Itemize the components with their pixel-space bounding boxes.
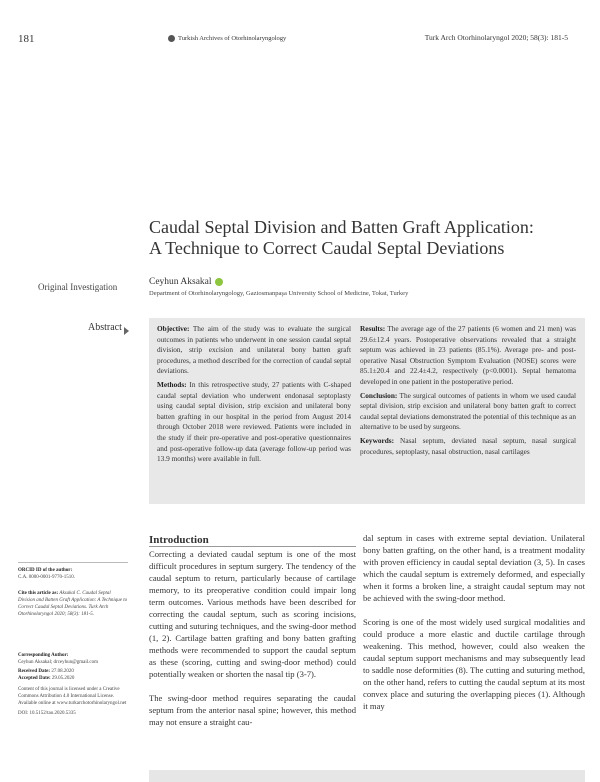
intro-paragraph-1: Correcting a deviated caudal septum is one of the most difficult procedures in septum surgery. The tendency of the caudal septum to return, particularly because of cartilage memory, to its preoperative condition could impair long term outcomes. Various methods have been described for correcting the caudal septum, such as scoring incisions, cutting and suturing techniques, and the swing-door method (1, 2). Cartilage batten grafting and bony batten grafting methods were recommended to support the caudal septum as these (scoring, cutting and swing-door method) could potentially weaken or shorten the nasal tip (3-7). <box>149 549 356 679</box>
section-divider <box>149 546 356 547</box>
abstract-objective: Objective: The aim of the study was to evaluate the surgical outcomes in patients who underwent in one session caudal septal division, strip excision and unilateral bony batten graft procedures, a method described for the correction of caudal septal deviations. <box>157 324 351 376</box>
footer-bar <box>149 770 585 782</box>
abstract-keywords: Keywords: Nasal septum, deviated nasal septum, nasal surgical procedures, septoplasty, nasal obstruction, nasal cartilages <box>360 435 576 456</box>
body-column-left <box>149 548 356 740</box>
abstract-label: Abstract <box>88 322 122 333</box>
journal-header <box>168 35 286 42</box>
license-note: Content of this journal is licensed under a Creative Commons Attribution 4.0 International License. Available online at www.turkarchotorhinolaryngol.net <box>18 687 127 706</box>
abstract-column-right <box>360 324 576 460</box>
intro-paragraph-3: dal septum in cases with extreme septal deviation. Unilateral bony batten grafting, on the other hand, is a treatment modality with proven efficiency in caudal septal deviation (3, 5). In cases which the caudal septum is extremely deformed, and especially when it forms a broken line, a straight caudal septum may not be achieved with the swing-door method. <box>363 533 585 603</box>
author-affiliation: Department of Otorhinolaryngology, Gaziosmanpaşa University School of Medicine, Tokat, Turkey <box>149 290 409 297</box>
abstract-conclusion: Conclusion: The surgical outcomes of patients in whom we used caudal septal division, strip excision and unilateral bony batten graft to correct caudal septal deviations demonstrated the potential of this technique as an alternative to be used by surgeons. <box>360 390 577 432</box>
article-type: Original Investigation <box>38 282 118 292</box>
sidebar-divider <box>18 562 128 563</box>
abstract-results: Results: The average age of the 27 patients (6 women and 21 men) was 29.6±12.4 years. Postoperative observations revealed that a straight septum was achieved in 23 patients (85.1%). Average pre- and post-operative Nasal Obstruction Symptom Evaluation (NOSE) scores were 85.1±20.4 and 22.4±4.2, respectively (p<0.0001). Septal hematoma developed in one patient in the postoperative period. <box>360 324 576 386</box>
cite-block: Cite this article as: Aksakal C. Caudal Septal Division and Batten Graft Application: A Technique to Correct Caudal Septal Deviations. Turk Arch Otorhinolaryngol 2020; 58(3): 181-5. <box>18 591 128 617</box>
abstract-methods: Methods: In this retrospective study, 27 patients with C-shaped caudal septal deviation who underwent endonasal septoplasty using caudal septal division, strip excision and unilateral bony batten grafting in our hospital in the period from August 2014 through October 2018 were reviewed. Patients were included in the study if their pre-operative and post-operative questionnaires and post-operative follow-up data (average follow-up period was 13.9 months) were available in full. <box>157 379 352 464</box>
journal-citation: Turk Arch Otorhinolaryngol 2020; 58(3): 181-5 <box>424 33 568 42</box>
page-number: 181 <box>18 33 35 45</box>
triangle-marker-icon <box>124 327 129 335</box>
doi[interactable]: DOI: 10.5152/tao.2020.5335 <box>18 711 76 716</box>
section-heading: Introduction <box>149 534 209 546</box>
journal-name: Turkish Archives of Otorhinolaryngology <box>178 35 287 42</box>
orcid-block: ORCID ID of the author: C.A. 0000-0001-9770-1510. <box>18 568 75 580</box>
body-column-right <box>363 532 585 724</box>
abstract-column-left <box>157 324 351 468</box>
orcid-icon[interactable] <box>215 278 223 286</box>
intro-paragraph-2: The swing-door method requires separating the caudal septum from the anterior nasal spine; however, this method may not ensure a straight cau- <box>149 693 356 727</box>
author-name: Ceyhun Aksakal <box>149 277 212 287</box>
received-date: Received Date: 27.08.2020 <box>18 669 74 674</box>
intro-paragraph-4: Scoring is one of the most widely used surgical modalities and could produce a more elastic and ductile cartilage through weakening. This method, however, could also weaken the caudal septum support mechanisms and may subsequently lead to saddle nose deformities (8). The cutting and suturing method, on the other hand, refers to cutting the caudal septum at its most convex place and suturing the overlapping pieces (1). Although it may <box>363 617 585 711</box>
journal-logo-icon <box>168 35 175 42</box>
title-line-2: A Technique to Correct Caudal Septal Deviations <box>149 238 505 258</box>
corresponding-block: Corresponding Author: Ceyhun Aksakal; drceyhun@gmail.com <box>18 653 99 665</box>
article-title <box>149 217 579 259</box>
author-line <box>149 277 223 287</box>
accepted-date: Accepted Date: 29.05.2020 <box>18 676 75 681</box>
title-line-1: Caudal Septal Division and Batten Graft Application: <box>149 217 534 237</box>
